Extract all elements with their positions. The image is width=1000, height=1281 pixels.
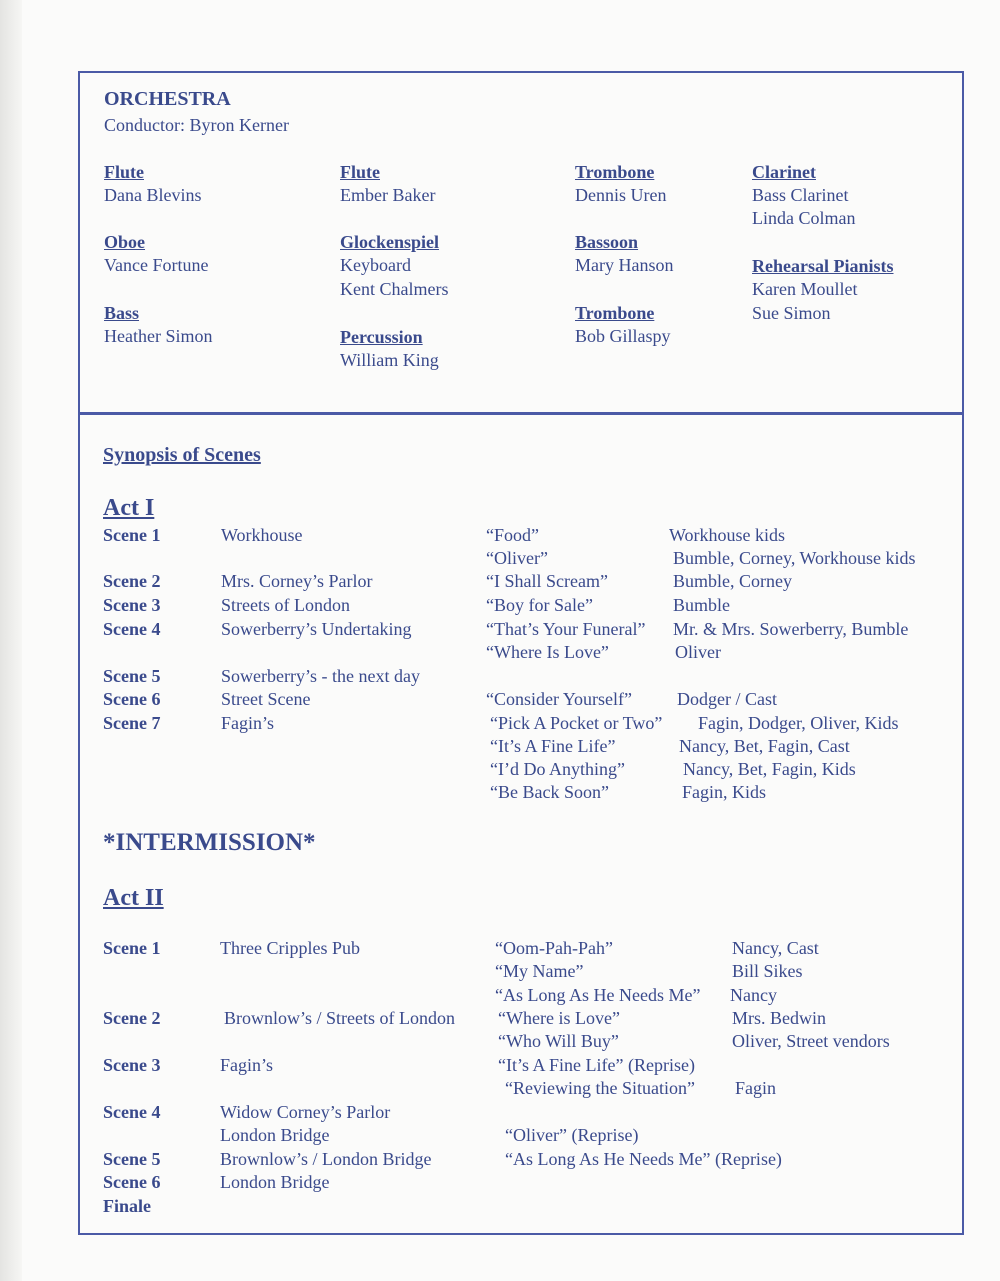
scene-number: Scene 4 (103, 619, 161, 639)
song-cast: Workhouse kids (669, 525, 786, 545)
musician-name: Sue Simon (752, 303, 831, 323)
section-heading: Rehearsal Pianists (752, 256, 894, 276)
page-edge-shadow (0, 0, 22, 1281)
musician-name: Linda Colman (752, 208, 856, 228)
musician-name: Vance Fortune (104, 255, 209, 275)
song-title: “As Long As He Needs Me” (495, 985, 701, 1005)
scene-number: Scene 1 (103, 938, 161, 958)
song-title: “Oliver” (486, 548, 548, 568)
song-title: “My Name” (495, 961, 584, 981)
scene-number: Scene 4 (103, 1102, 161, 1122)
song-title: “I’d Do Anything” (490, 759, 625, 779)
song-title: “Reviewing the Situation” (505, 1078, 695, 1098)
song-cast: Fagin, Kids (682, 782, 767, 802)
musician-name: Bob Gillaspy (575, 326, 671, 346)
song-cast: Nancy, Bet, Fagin, Kids (683, 759, 856, 779)
song-title: “Where Is Love” (486, 642, 609, 662)
scene-place: Street Scene (221, 689, 311, 709)
section-heading: Glockenspiel (340, 232, 440, 252)
song-cast: Fagin (735, 1078, 777, 1098)
song-title: “It’s A Fine Life” (490, 736, 616, 756)
orchestra-title: ORCHESTRA (104, 88, 231, 110)
song-cast: Bumble, Corney, Workhouse kids (673, 548, 916, 568)
song-title: “Who Will Buy” (498, 1031, 619, 1051)
section-heading: Percussion (340, 327, 423, 347)
scene-number: Scene 6 (103, 689, 161, 709)
scene-number: Scene 5 (103, 666, 161, 686)
scene-number: Scene 2 (103, 571, 161, 591)
musician-name: Dana Blevins (104, 185, 202, 205)
section-heading: Clarinet (752, 162, 816, 182)
musician-name: Kent Chalmers (340, 279, 449, 299)
intermission-heading: *INTERMISSION* (103, 829, 316, 856)
song-cast: Mrs. Bedwin (732, 1008, 826, 1028)
scene-number: Scene 3 (103, 1055, 161, 1075)
musician-name: Mary Hanson (575, 255, 674, 275)
act-title: Act I (103, 495, 155, 521)
scene-place: Fagin’s (221, 713, 275, 733)
song-title: “Pick A Pocket or Two” (490, 713, 663, 733)
scene-place: Sowerberry’s - the next day (221, 666, 420, 686)
scene-place: Widow Corney’s Parlor (220, 1102, 391, 1122)
song-title: “That’s Your Funeral” (486, 619, 646, 639)
song-cast: Nancy (730, 985, 777, 1005)
section-heading: Trombone (575, 303, 655, 323)
musician-name: Ember Baker (340, 185, 436, 205)
scene-place: Sowerberry’s Undertaking (221, 619, 412, 639)
song-cast: Dodger / Cast (677, 689, 777, 709)
section-heading: Flute (340, 162, 380, 182)
song-cast: Oliver, Street vendors (732, 1031, 890, 1051)
act-title: Act II (103, 885, 164, 911)
section-heading: Bass (104, 303, 140, 323)
song-title: “Where is Love” (498, 1008, 620, 1028)
song-title: “As Long As He Needs Me” (Reprise) (505, 1149, 782, 1169)
section-heading: Bassoon (575, 232, 639, 252)
song-cast: Bumble (673, 595, 730, 615)
scene-number: Scene 6 (103, 1172, 161, 1192)
scene-number: Scene 7 (103, 713, 161, 733)
scene-place: Workhouse (221, 525, 303, 545)
scene-place: Mrs. Corney’s Parlor (221, 571, 373, 591)
song-cast: Fagin, Dodger, Oliver, Kids (698, 713, 899, 733)
song-cast: Bill Sikes (732, 961, 803, 981)
scene-place: Brownlow’s / Streets of London (224, 1008, 455, 1028)
musician-name: Dennis Uren (575, 185, 667, 205)
scene-number: Scene 3 (103, 595, 161, 615)
musician-name: Bass Clarinet (752, 185, 849, 205)
section-heading: Trombone (575, 162, 655, 182)
song-cast: Mr. & Mrs. Sowerberry, Bumble (673, 619, 909, 639)
song-title: “I Shall Scream” (486, 571, 608, 591)
song-cast: Nancy, Cast (732, 938, 819, 958)
scene-place: London Bridge (220, 1172, 330, 1192)
scene-place: Three Cripples Pub (220, 938, 360, 958)
musician-name: Keyboard (340, 255, 411, 275)
scene-place: Fagin’s (220, 1055, 274, 1075)
song-title: “Be Back Soon” (490, 782, 609, 802)
song-title: “Food” (486, 525, 539, 545)
musician-name: Karen Moullet (752, 279, 858, 299)
conductor-line: Conductor: Byron Kerner (104, 115, 289, 135)
scene-number: Scene 2 (103, 1008, 161, 1028)
scene-number: Finale (103, 1196, 151, 1216)
song-title: “Consider Yourself” (486, 689, 632, 709)
scene-place: Streets of London (221, 595, 350, 615)
synopsis-title: Synopsis of Scenes (103, 444, 261, 466)
scene-number: Scene 1 (103, 525, 161, 545)
song-cast: Oliver (675, 642, 721, 662)
section-heading: Flute (104, 162, 144, 182)
scene-number: Scene 5 (103, 1149, 161, 1169)
musician-name: William King (340, 350, 439, 370)
scene-place: Brownlow’s / London Bridge (220, 1149, 432, 1169)
song-title: “It’s A Fine Life” (Reprise) (498, 1055, 695, 1075)
song-title: “Boy for Sale” (486, 595, 593, 615)
section-heading: Oboe (104, 232, 146, 252)
song-title: “Oom-Pah-Pah” (495, 938, 613, 958)
scene-place: London Bridge (220, 1125, 330, 1145)
song-cast: Nancy, Bet, Fagin, Cast (679, 736, 850, 756)
song-title: “Oliver” (Reprise) (505, 1125, 639, 1145)
song-cast: Bumble, Corney (673, 571, 792, 591)
musician-name: Heather Simon (104, 326, 213, 346)
